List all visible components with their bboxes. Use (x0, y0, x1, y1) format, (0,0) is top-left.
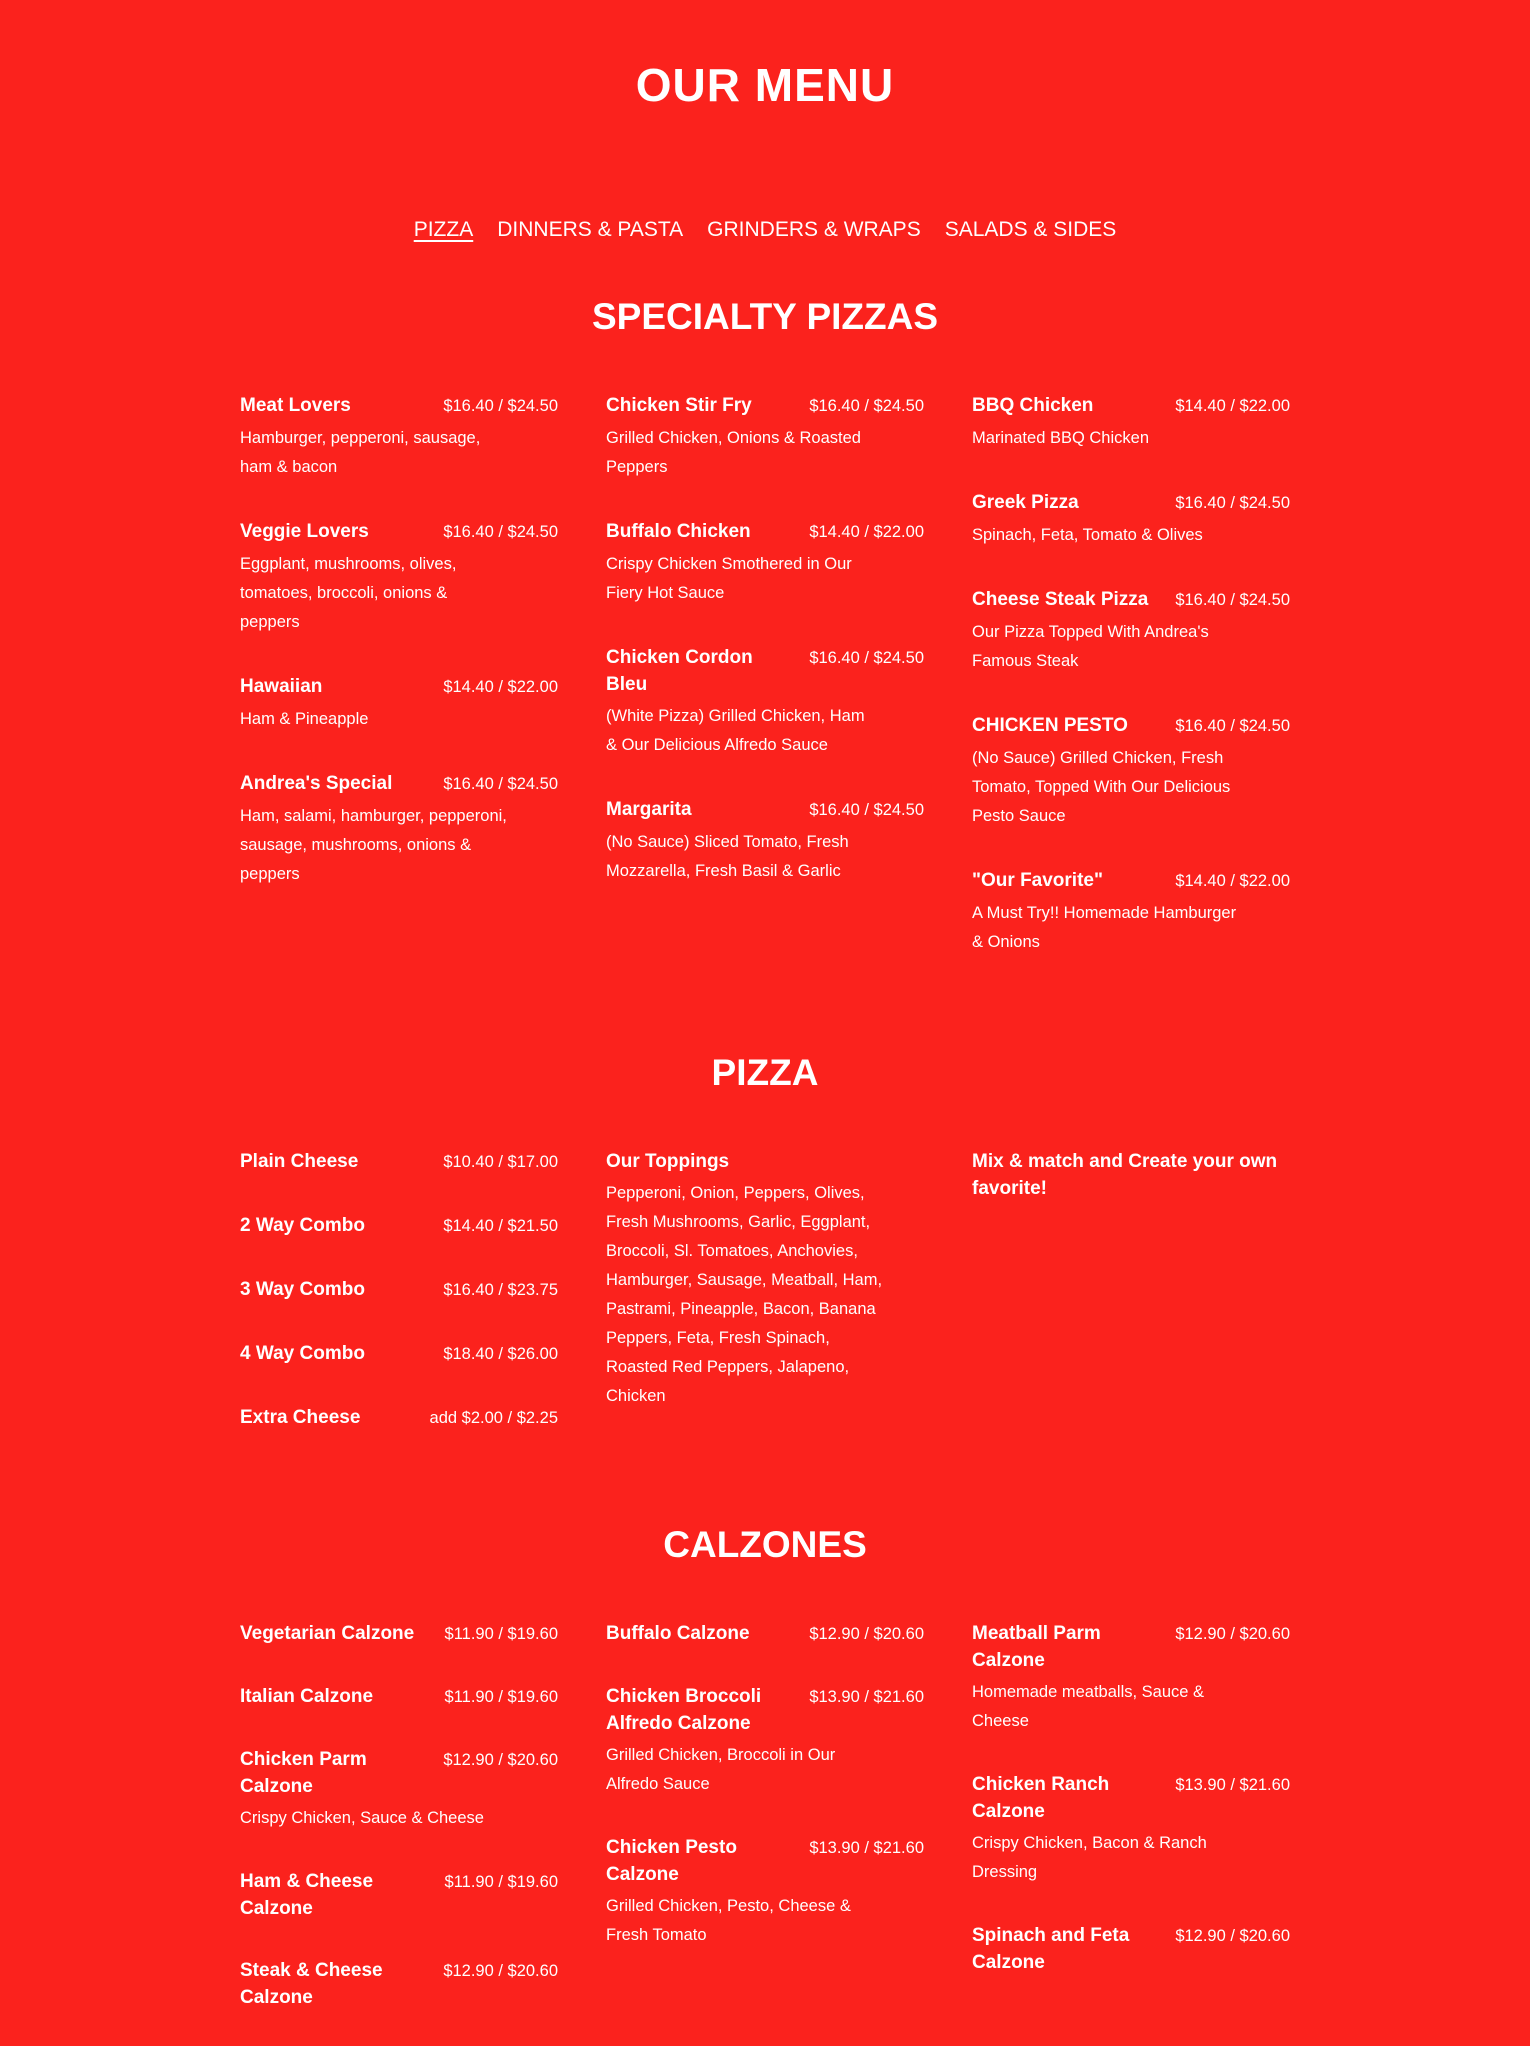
item-price: $12.90 / $20.60 (1175, 1927, 1290, 1945)
tab-salads-sides[interactable]: SALADS & SIDES (944, 218, 1117, 241)
item-description: Homemade meatballs, Sauce & Cheese (972, 1683, 1205, 1730)
item-price: $12.90 / $20.60 (443, 1751, 558, 1769)
tab-dinners-pasta[interactable]: DINNERS & PASTA (497, 218, 684, 241)
item-price: $16.40 / $24.50 (443, 523, 558, 541)
item-price: $16.40 / $24.50 (443, 775, 558, 793)
item-name: Veggie Lovers (240, 521, 369, 542)
menu-item (240, 1746, 558, 1833)
item-price: $14.40 / $22.00 (1175, 872, 1290, 890)
menu-item (972, 1771, 1290, 1887)
toppings-list: Pepperoni, Onion, Peppers, Olives, Fresh Mushrooms, Garlic, Eggplant, Broccoli, Sl. Tomatoes, Anchovies, Hamburger, Sausage, Meatball, Ham, Pastrami, Pineapple, Bacon, Banana Peppers, Feta, Fresh Spinach, Roasted Red Peppers, Jalapeno, Chicken (606, 1184, 883, 1405)
item-name: Chicken Cordon Bleu (606, 647, 753, 695)
menu-item (972, 586, 1290, 676)
tab-pizza[interactable]: PIZZA (413, 218, 474, 241)
menu-item (972, 392, 1290, 453)
item-price: $12.90 / $20.60 (1175, 1625, 1290, 1643)
toppings-item (606, 1148, 924, 1411)
menu-item (240, 392, 558, 482)
item-name: 4 Way Combo (240, 1343, 365, 1364)
item-name: CHICKEN PESTO (972, 715, 1128, 736)
item-description: Grilled Chicken, Onions & Roasted Peppers (606, 429, 861, 476)
page-title: OUR MENU (635, 59, 895, 111)
menu-item (606, 796, 924, 886)
item-price: $16.40 / $24.50 (1175, 591, 1290, 609)
menu-item (606, 392, 924, 482)
menu-item (606, 1620, 924, 1648)
menu-item (240, 1340, 558, 1368)
item-name: Ham & Cheese Calzone (240, 1871, 374, 1919)
item-description: Ham & Pineapple (240, 710, 369, 728)
menu-category-nav (0, 218, 1530, 242)
calzones-column-2 (606, 1620, 924, 1985)
item-description: (No Sauce) Sliced Tomato, Fresh Mozzarella, Fresh Basil & Garlic (606, 833, 849, 880)
menu-item (240, 673, 558, 734)
item-description: Crispy Chicken, Sauce & Cheese (240, 1809, 484, 1827)
menu-item (240, 1683, 558, 1711)
item-name: Steak & Cheese Calzone (240, 1960, 383, 2008)
item-price: $14.40 / $22.00 (443, 678, 558, 696)
item-price: $13.90 / $21.60 (809, 1839, 924, 1857)
section-title-calzones: CALZONES (663, 1524, 867, 1565)
item-name: Hawaiian (240, 676, 323, 697)
item-name: Plain Cheese (240, 1151, 359, 1172)
item-price: $11.90 / $19.60 (444, 1873, 558, 1891)
item-name: Spinach and Feta Calzone (972, 1925, 1130, 1973)
item-name: Chicken Stir Fry (606, 395, 752, 416)
item-name: Chicken Parm Calzone (240, 1749, 367, 1797)
item-price: $18.40 / $26.00 (443, 1345, 558, 1363)
item-price: $16.40 / $24.50 (1175, 717, 1290, 735)
item-price: $16.40 / $24.50 (809, 397, 924, 415)
item-name: Italian Calzone (240, 1686, 374, 1707)
item-description: Grilled Chicken, Pesto, Cheese & Fresh Tomato (606, 1897, 851, 1944)
item-description: Ham, salami, hamburger, pepperoni, sausage, mushrooms, onions & peppers (240, 807, 507, 883)
item-description: Spinach, Feta, Tomato & Olives (972, 526, 1203, 544)
item-price: $12.90 / $20.60 (809, 1625, 924, 1643)
menu-item (240, 1868, 558, 1922)
pizza-column-2 (606, 1148, 924, 1447)
item-name: Andrea's Special (240, 773, 393, 794)
item-description: Crispy Chicken, Bacon & Ranch Dressing (972, 1834, 1207, 1881)
item-price: $16.40 / $23.75 (443, 1281, 558, 1299)
item-price: $12.90 / $20.60 (443, 1962, 558, 1980)
menu-item (240, 1957, 558, 2011)
specialty-column-2 (606, 392, 924, 922)
item-price: $16.40 / $24.50 (809, 801, 924, 819)
menu-item (240, 1148, 558, 1176)
item-name: BBQ Chicken (972, 395, 1094, 416)
item-description: Crispy Chicken Smothered in Our Fiery Hot Sauce (606, 555, 852, 602)
mix-match-note: Mix & match and Create your own favorite! (972, 1151, 1278, 1199)
specialty-column-3 (972, 392, 1290, 993)
menu-item (240, 1212, 558, 1240)
item-name: Our Toppings (606, 1151, 730, 1172)
item-name: "Our Favorite" (972, 870, 1103, 891)
item-description: (White Pizza) Grilled Chicken, Ham & Our Delicious Alfredo Sauce (606, 707, 865, 754)
item-name: Meat Lovers (240, 395, 351, 416)
menu-item (606, 518, 924, 608)
menu-item (606, 1683, 924, 1799)
item-price: $16.40 / $24.50 (443, 397, 558, 415)
item-name: Extra Cheese (240, 1407, 361, 1428)
item-name: Margarita (606, 799, 692, 820)
pizza-column-1 (240, 1148, 558, 1468)
item-name: 3 Way Combo (240, 1279, 365, 1300)
item-price: $13.90 / $21.60 (1175, 1776, 1290, 1794)
item-name: Buffalo Chicken (606, 521, 751, 542)
menu-item (606, 644, 924, 760)
item-name: Chicken Ranch Calzone (972, 1774, 1110, 1822)
menu-item (606, 1834, 924, 1950)
item-description: Eggplant, mushrooms, olives, tomatoes, broccoli, onions & peppers (240, 555, 457, 631)
item-name: 2 Way Combo (240, 1215, 365, 1236)
item-description: Hamburger, pepperoni, sausage, ham & bacon (240, 429, 481, 476)
menu-item (972, 489, 1290, 550)
item-price: $14.40 / $22.00 (809, 523, 924, 541)
item-name: Vegetarian Calzone (240, 1623, 415, 1644)
item-price: $16.40 / $24.50 (809, 649, 924, 667)
item-name: Meatball Parm Calzone (972, 1623, 1101, 1671)
item-price: $11.90 / $19.60 (444, 1688, 558, 1706)
item-name: Greek Pizza (972, 492, 1079, 513)
item-price: $13.90 / $21.60 (809, 1688, 924, 1706)
section-title-pizza: PIZZA (711, 1052, 819, 1093)
item-name: Buffalo Calzone (606, 1623, 750, 1644)
item-price: add $2.00 / $2.25 (429, 1409, 558, 1427)
menu-item (972, 712, 1290, 831)
item-name: Chicken Broccoli Alfredo Calzone (606, 1686, 762, 1734)
mix-note-item (972, 1148, 1290, 1202)
item-description: Our Pizza Topped With Andrea's Famous Steak (972, 623, 1209, 670)
tab-grinders-wraps[interactable]: GRINDERS & WRAPS (707, 218, 921, 241)
item-price: $16.40 / $24.50 (1175, 494, 1290, 512)
pizza-column-3 (972, 1148, 1290, 1238)
item-description: Marinated BBQ Chicken (972, 429, 1149, 447)
item-name: Chicken Pesto Calzone (606, 1837, 737, 1885)
item-description: (No Sauce) Grilled Chicken, Fresh Tomato, Topped With Our Delicious Pesto Sauce (972, 749, 1231, 825)
item-description: A Must Try!! Homemade Hamburger & Onions (972, 904, 1237, 951)
menu-item (972, 867, 1290, 957)
item-name: Cheese Steak Pizza (972, 589, 1149, 610)
item-price: $10.40 / $17.00 (443, 1153, 558, 1171)
item-price: $14.40 / $22.00 (1175, 397, 1290, 415)
calzones-column-3 (972, 1620, 1290, 2011)
item-price: $11.90 / $19.60 (444, 1625, 558, 1643)
item-price: $14.40 / $21.50 (443, 1217, 558, 1235)
menu-item (240, 1276, 558, 1304)
item-description: Grilled Chicken, Broccoli in Our Alfredo Sauce (606, 1746, 836, 1793)
menu-item (972, 1620, 1290, 1736)
menu-item (240, 1620, 558, 1648)
specialty-column-1 (240, 392, 558, 925)
menu-item (240, 1404, 558, 1432)
menu-item (240, 518, 558, 637)
calzones-column-1 (240, 1620, 558, 2046)
menu-item (240, 770, 558, 889)
menu-item (972, 1922, 1290, 1976)
section-title-specialty-pizzas: SPECIALTY PIZZAS (591, 296, 939, 337)
